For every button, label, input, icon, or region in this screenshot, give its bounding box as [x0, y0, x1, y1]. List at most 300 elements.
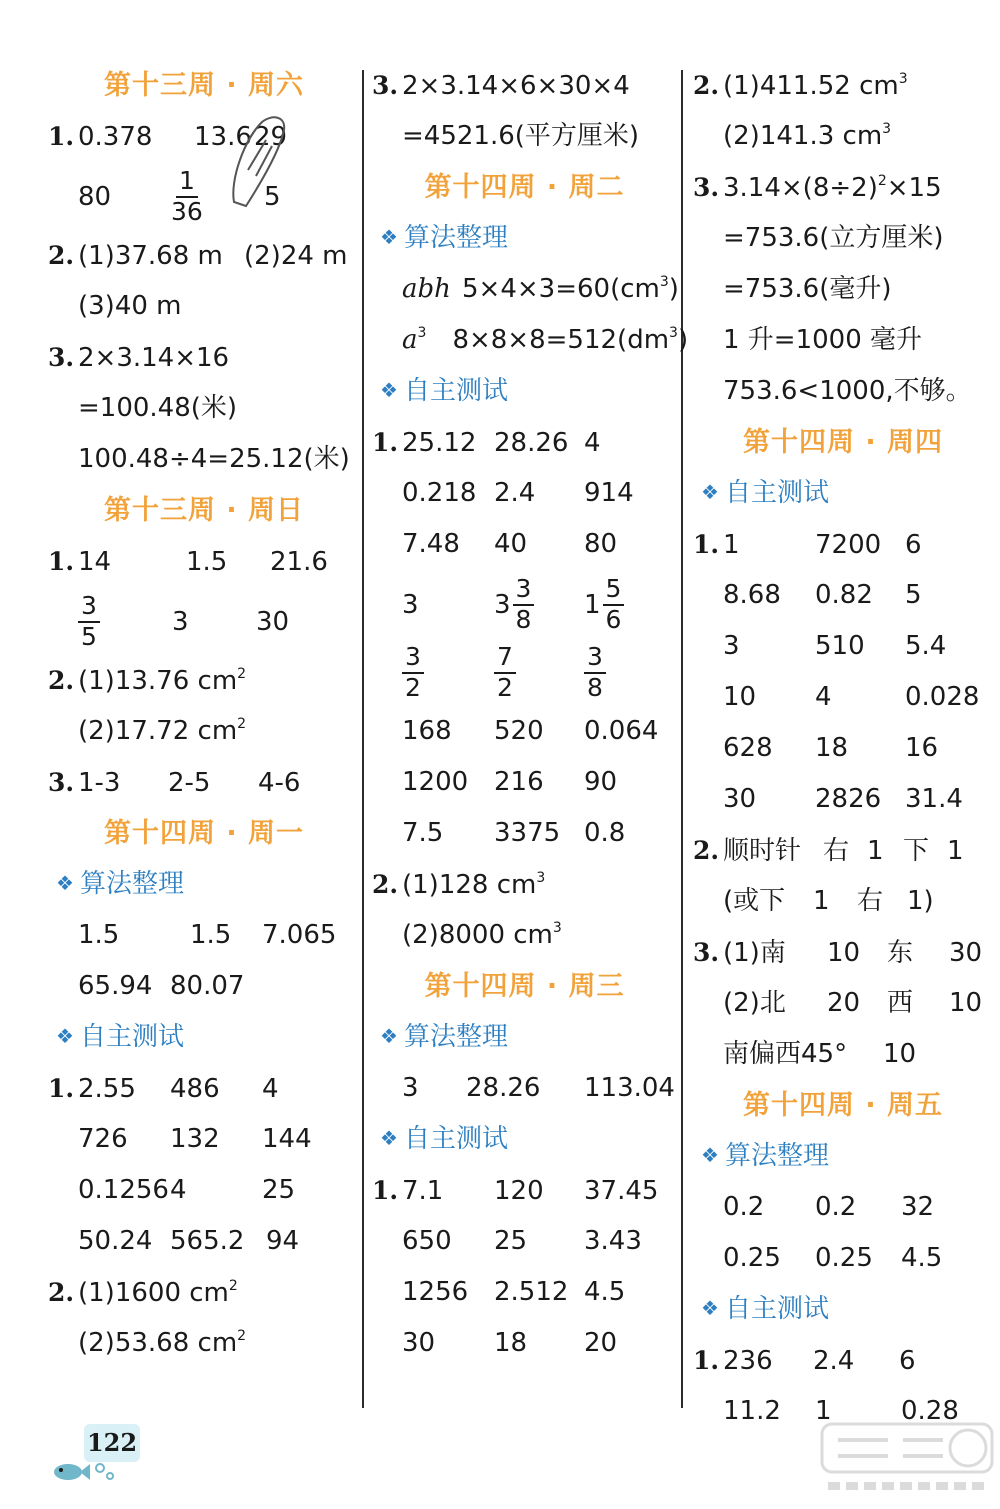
fraction — [513, 575, 535, 635]
answer-value: 8.68 — [723, 580, 781, 610]
column-divider — [681, 70, 683, 1408]
answer-value: 0.8 — [584, 818, 626, 848]
answer-value: 30 — [402, 1328, 436, 1358]
answer-value: 6 — [899, 1346, 916, 1376]
answer-row — [48, 1114, 360, 1165]
section-heading — [48, 485, 360, 536]
answer-value: 7.1 — [402, 1176, 444, 1206]
subsection-heading — [693, 1284, 993, 1335]
column-3 — [693, 60, 993, 1426]
section-heading-text: 第十三周 · 周六 — [103, 70, 305, 101]
subsection-heading-text: 算法整理 — [404, 223, 509, 253]
answer-value: 80 — [584, 529, 618, 559]
answer-value: 30 — [723, 784, 757, 814]
answer-value: 1256 — [402, 1277, 469, 1307]
answer-row — [693, 570, 993, 621]
diamond-bullet-icon: ❖ — [380, 378, 398, 402]
answer-value: 236 — [723, 1346, 773, 1376]
fraction — [494, 643, 516, 703]
numerator: 3 — [513, 575, 535, 606]
question-number: 3. — [48, 768, 75, 797]
question-number: 3. — [693, 173, 720, 202]
question-number: 2. — [48, 241, 75, 270]
answer-value: 1) — [907, 886, 934, 916]
answer-value: 东 — [887, 938, 914, 968]
answer-value: 0.2 — [723, 1192, 765, 1222]
answer-row — [693, 672, 993, 723]
question-number: 1. — [693, 530, 720, 559]
question-number: 2. — [48, 666, 75, 695]
answer-value: (1)411.52 cm — [723, 71, 899, 101]
exponent: 2 — [877, 173, 887, 189]
answer-value: 28.26 — [494, 428, 569, 458]
answer-value: 132 — [170, 1124, 220, 1154]
diamond-bullet-icon: ❖ — [56, 871, 74, 895]
answer-value: 1200 — [402, 767, 469, 797]
answer-value: 2.512 — [494, 1277, 569, 1307]
hand-sketch-icon — [226, 110, 296, 220]
answer-value: 37.45 — [584, 1176, 659, 1206]
answer-value: 8×8×8=512(dm — [452, 325, 670, 355]
numerator: 1 — [176, 167, 198, 198]
denominator: 2 — [497, 673, 513, 702]
numerator: 3 — [402, 643, 424, 674]
answer-value: 右 — [823, 836, 850, 866]
answer-value: 0.25 — [815, 1243, 873, 1273]
subsection-heading — [693, 468, 993, 519]
answer-value: 120 — [494, 1176, 544, 1206]
formula-symbol: abh — [402, 274, 451, 304]
diamond-bullet-icon: ❖ — [380, 1024, 398, 1048]
answer-row — [48, 383, 360, 434]
answer-row — [372, 1165, 677, 1216]
answer-value: (1)37.68 m — [78, 241, 223, 271]
numerator: 7 — [494, 643, 516, 674]
answer-value: 4.5 — [584, 1277, 626, 1307]
answer-row — [372, 417, 677, 468]
answer-value: 0.064 — [584, 716, 659, 746]
question-number: 1. — [372, 1176, 399, 1205]
answer-row — [372, 638, 677, 706]
answer-value: 10 — [949, 988, 983, 1018]
question-number: 1. — [372, 428, 399, 457]
section-heading-text: 第十四周 · 周三 — [424, 971, 625, 1002]
answer-row — [48, 536, 360, 587]
subsection-heading-text: 算法整理 — [404, 1022, 509, 1052]
answer-value: 4-6 — [258, 768, 301, 798]
answer-row — [693, 519, 993, 570]
answer-value: 3 — [402, 1073, 419, 1103]
answer-value: 1 — [815, 1396, 832, 1426]
section-heading-text: 第十三周 · 周日 — [103, 495, 305, 526]
answer-value: 3 — [723, 631, 740, 661]
answer-row — [372, 808, 677, 859]
answer-value: 520 — [494, 716, 544, 746]
page-number: 122 — [84, 1424, 140, 1462]
question-number: 3. — [372, 71, 399, 100]
subsection-heading — [48, 1012, 360, 1063]
answer-value: 7200 — [815, 530, 882, 560]
answer-value: 5.4 — [905, 631, 947, 661]
answer-value: 2826 — [815, 784, 882, 814]
answer-value: 10 — [827, 938, 861, 968]
section-heading — [48, 808, 360, 859]
answer-row — [48, 706, 360, 757]
answer-value: 0.378 — [78, 122, 153, 152]
answer-row — [48, 230, 360, 281]
answer-row — [372, 859, 677, 910]
answer-value: 1 — [813, 886, 830, 916]
answer-row — [693, 264, 993, 315]
exponent: 2 — [228, 1278, 238, 1294]
answer-value: (1)13.76 cm — [78, 666, 238, 696]
answer-value: 6 — [905, 530, 922, 560]
answer-value: 486 — [170, 1074, 220, 1104]
answer-row — [693, 978, 993, 1029]
answer-value: ) — [668, 274, 679, 304]
answer-row — [372, 60, 677, 111]
question-number: 1. — [693, 1346, 720, 1375]
answer-value: 5×4×3=60(cm — [462, 274, 660, 304]
answer-value: 25 — [262, 1175, 296, 1205]
answer-value: 100.48÷4=25.12(米) — [78, 444, 350, 474]
diamond-bullet-icon: ❖ — [701, 1143, 719, 1167]
subsection-heading-text: 自主测试 — [80, 1022, 185, 1052]
subsection-heading-text: 算法整理 — [725, 1141, 830, 1171]
numerator: 3 — [584, 643, 606, 674]
answer-row — [693, 1233, 993, 1284]
answer-value: (2)北 — [723, 988, 786, 1018]
answer-row — [693, 825, 993, 876]
question-number: 1. — [48, 547, 75, 576]
exponent: 3 — [882, 121, 892, 137]
answer-value: =100.48(米) — [78, 393, 238, 423]
answer-value: 5 — [264, 181, 281, 212]
answer-value: 726 — [78, 1124, 128, 1154]
denominator: 6 — [605, 604, 622, 634]
answer-value: 90 — [584, 767, 618, 797]
answer-value: 20 — [584, 1328, 618, 1358]
fraction — [584, 643, 606, 703]
section-heading-text: 第十四周 · 周四 — [742, 427, 944, 458]
numerator: 3 — [78, 592, 100, 623]
answer-row — [48, 587, 360, 655]
answer-value: 30 — [949, 938, 983, 968]
answer-value: 4 — [584, 428, 601, 458]
answer-value: 650 — [402, 1226, 452, 1256]
answer-value: 3.43 — [584, 1226, 642, 1256]
answer-row — [48, 757, 360, 808]
answer-value: 28.26 — [466, 1073, 541, 1103]
whole-part: 1 — [584, 589, 601, 620]
site-watermark-logo — [818, 1420, 996, 1502]
answer-value: 216 — [494, 767, 544, 797]
answer-value: 565.2 — [170, 1226, 245, 1256]
subsection-heading-text: 自主测试 — [404, 1124, 509, 1154]
answer-value: 1 — [867, 836, 884, 866]
answer-row — [693, 213, 993, 264]
column-divider — [362, 70, 364, 1408]
question-number: 2. — [693, 71, 720, 100]
answer-value: 0.82 — [815, 580, 873, 610]
answer-value: 50.24 — [78, 1226, 153, 1256]
answer-value: 下 — [903, 836, 930, 866]
numerator: 5 — [603, 575, 625, 606]
subsection-heading — [693, 1131, 993, 1182]
answer-row — [372, 1318, 677, 1369]
answer-value: 25.12 — [402, 428, 477, 458]
answer-row — [372, 468, 677, 519]
answer-value: (2)8000 cm — [402, 920, 553, 950]
answer-value: ×15 — [886, 173, 942, 203]
column-1 — [48, 60, 360, 1410]
section-heading-text: 第十四周 · 周五 — [742, 1090, 944, 1121]
answer-row — [693, 1029, 993, 1080]
answer-row — [372, 570, 677, 638]
subsection-heading-text: 算法整理 — [80, 869, 185, 899]
answer-value: 4 — [170, 1175, 187, 1205]
answer-value: 10 — [883, 1039, 917, 1069]
answer-value: 南偏西45° — [723, 1039, 848, 1069]
answer-value: 753.6<1000,不够。 — [723, 376, 972, 406]
section-heading — [372, 961, 677, 1012]
answer-value: (2)141.3 cm — [723, 121, 883, 151]
answer-row — [48, 1318, 360, 1369]
question-number: 1. — [48, 122, 75, 151]
answer-row — [693, 60, 993, 111]
answer-value: 1 — [947, 836, 964, 866]
answer-value: 94 — [266, 1226, 300, 1256]
answer-value: 32 — [901, 1192, 935, 1222]
answer-value: 25 — [494, 1226, 528, 1256]
answer-value: 80 — [78, 181, 112, 212]
answer-value: 168 — [402, 716, 452, 746]
section-heading — [48, 60, 360, 111]
answer-row — [693, 1182, 993, 1233]
answer-row — [372, 757, 677, 808]
answer-row — [693, 876, 993, 927]
answer-row — [693, 366, 993, 417]
answer-value: 80.07 — [170, 971, 245, 1001]
answer-value: 16 — [905, 733, 939, 763]
answer-row — [48, 332, 360, 383]
answer-value: 31.4 — [905, 784, 963, 814]
question-number: 2. — [693, 836, 720, 865]
answer-row — [372, 111, 677, 162]
answer-value: 10 — [723, 682, 757, 712]
answer-value: 7.48 — [402, 529, 460, 559]
answer-row — [372, 519, 677, 570]
diamond-bullet-icon: ❖ — [701, 1296, 719, 1320]
fraction — [78, 592, 100, 652]
answer-row — [693, 315, 993, 366]
exponent: 3 — [898, 71, 908, 87]
answer-row — [48, 910, 360, 961]
answer-value: 1 升=1000 毫升 — [723, 325, 923, 355]
answer-value: 144 — [262, 1124, 312, 1154]
answer-row — [372, 264, 677, 315]
answer-row — [48, 1165, 360, 1216]
diamond-bullet-icon: ❖ — [380, 225, 398, 249]
answer-row — [693, 162, 993, 213]
answer-value: 4 — [262, 1074, 279, 1104]
subsection-heading — [372, 366, 677, 417]
answer-value: 0.028 — [905, 682, 980, 712]
fraction — [603, 575, 625, 635]
answer-value: 2×3.14×16 — [78, 343, 230, 373]
question-number: 3. — [48, 343, 75, 372]
section-heading-text: 第十四周 · 周一 — [103, 818, 305, 849]
subsection-heading-text: 自主测试 — [725, 478, 830, 508]
answer-value: 2.4 — [494, 478, 536, 508]
exponent: 3 — [669, 325, 678, 341]
denominator: 8 — [515, 604, 532, 634]
denominator: 2 — [405, 673, 421, 702]
answer-row — [48, 1267, 360, 1318]
whole-part: 3 — [494, 589, 511, 620]
question-number: 2. — [372, 870, 399, 899]
answer-value: 3.14×(8÷2) — [723, 173, 878, 203]
denominator: 8 — [587, 673, 603, 702]
answer-value: 5 — [905, 580, 922, 610]
answer-row — [48, 111, 360, 162]
section-heading-text: 第十四周 · 周二 — [424, 172, 625, 203]
answer-value: =753.6(毫升) — [723, 274, 892, 304]
answer-value: (2)17.72 cm — [78, 716, 238, 746]
answer-row — [48, 655, 360, 706]
answer-value: 7.5 — [402, 818, 444, 848]
answer-value: ) — [677, 325, 689, 355]
diamond-bullet-icon: ❖ — [701, 480, 719, 504]
answer-row — [48, 162, 360, 230]
subsection-heading — [372, 213, 677, 264]
answer-value: 3375 — [494, 818, 561, 848]
answer-row — [693, 927, 993, 978]
question-number: 1. — [48, 1074, 75, 1103]
answer-value: =753.6(立方厘米) — [723, 223, 944, 253]
answer-row — [48, 1063, 360, 1114]
answer-value: 2×3.14×6×30×4 — [402, 71, 630, 101]
answer-value: (2)53.68 cm — [78, 1328, 238, 1358]
subsection-heading-text: 自主测试 — [404, 376, 509, 406]
answer-value: 7.065 — [262, 920, 337, 950]
answer-value: 0.1256 — [78, 1175, 169, 1205]
fraction — [168, 167, 206, 227]
answer-value: =4521.6(平方厘米) — [402, 121, 640, 151]
answer-row — [693, 111, 993, 162]
answer-value: 西 — [887, 988, 914, 1018]
answer-row — [372, 1063, 677, 1114]
fraction — [402, 643, 424, 703]
answer-value: (1)1600 cm — [78, 1278, 229, 1308]
answer-value: (2)24 m — [244, 241, 348, 271]
exponent: 3 — [552, 920, 562, 936]
answer-row — [693, 774, 993, 825]
formula-symbol: a — [402, 325, 418, 355]
answer-value: 1-3 — [78, 768, 121, 798]
answer-value: 29 — [254, 122, 288, 152]
mixed-number — [584, 571, 624, 639]
answer-row — [372, 706, 677, 757]
answer-value: 18 — [815, 733, 849, 763]
exponent: 3 — [536, 870, 546, 886]
answer-value: 0.218 — [402, 478, 477, 508]
diamond-bullet-icon: ❖ — [56, 1024, 74, 1048]
answer-value: 1.5 — [186, 547, 228, 577]
answer-value: 4 — [815, 682, 832, 712]
answer-row — [372, 1216, 677, 1267]
denominator: 5 — [81, 622, 97, 651]
subsection-heading — [48, 859, 360, 910]
answer-row — [48, 1216, 360, 1267]
question-number: 3. — [693, 938, 720, 967]
diamond-bullet-icon: ❖ — [380, 1126, 398, 1150]
answer-row — [693, 1335, 993, 1386]
answer-value: 13.6 — [194, 122, 252, 152]
answer-value: (1)南 — [723, 938, 786, 968]
section-heading — [372, 162, 677, 213]
answer-value: 11.2 — [723, 1396, 781, 1426]
answer-value: 2-5 — [168, 768, 211, 798]
section-heading — [693, 417, 993, 468]
answer-value: 1 — [723, 530, 740, 560]
exponent: 2 — [237, 666, 247, 682]
fish-icon — [48, 1458, 118, 1486]
answer-row — [693, 621, 993, 672]
answer-value: 3 — [402, 589, 419, 620]
exponent: 3 — [659, 274, 669, 290]
answer-value: 65.94 — [78, 971, 153, 1001]
answer-value: 2.55 — [78, 1074, 136, 1104]
answer-value: (3)40 m — [78, 291, 182, 321]
answer-value: 2.4 — [813, 1346, 855, 1376]
exponent: 2 — [237, 716, 247, 732]
answer-value: 0.25 — [723, 1243, 781, 1273]
exponent: 3 — [417, 325, 427, 341]
answer-value: 30 — [256, 606, 290, 637]
answer-value: 21.6 — [270, 547, 328, 577]
answer-value: 510 — [815, 631, 865, 661]
answer-value: 18 — [494, 1328, 528, 1358]
answer-value: (1)128 cm — [402, 870, 537, 900]
answer-row — [693, 723, 993, 774]
answer-value: 20 — [827, 988, 861, 1018]
answer-value: 4.5 — [901, 1243, 943, 1273]
answer-value: 0.2 — [815, 1192, 857, 1222]
answer-value: 14 — [78, 547, 112, 577]
answer-value: 右 — [857, 886, 884, 916]
answer-row — [48, 434, 360, 485]
subsection-heading — [372, 1114, 677, 1165]
subsection-heading — [372, 1012, 677, 1063]
answer-row — [372, 315, 689, 366]
answer-value: (或下 — [723, 886, 786, 916]
answer-value: 40 — [494, 529, 528, 559]
exponent: 2 — [237, 1328, 247, 1344]
question-number: 2. — [48, 1278, 75, 1307]
answer-value: 3 — [172, 606, 189, 637]
answer-value: 914 — [584, 478, 634, 508]
answer-row — [372, 910, 677, 961]
denominator: 36 — [171, 197, 203, 226]
answer-value: 1.5 — [190, 920, 232, 950]
section-heading — [693, 1080, 993, 1131]
answer-value: 1.5 — [78, 920, 120, 950]
answer-value: 628 — [723, 733, 773, 763]
answer-value: 113.04 — [584, 1073, 675, 1103]
answer-row — [48, 961, 360, 1012]
answer-row — [372, 1267, 677, 1318]
